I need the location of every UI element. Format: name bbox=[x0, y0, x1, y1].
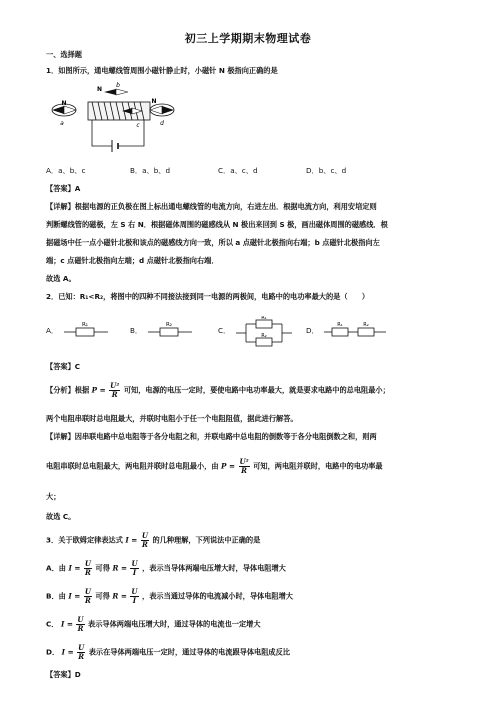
compass-b-label: b bbox=[116, 82, 120, 89]
frac-den: I bbox=[132, 596, 137, 605]
q3-option-d bbox=[46, 644, 456, 661]
formula-eq: = bbox=[228, 461, 235, 471]
compass-d-label: d bbox=[160, 120, 164, 127]
q1-conclusion: 故选 A。 bbox=[46, 274, 76, 283]
q3-b-pre: B．由 bbox=[46, 591, 66, 601]
q3-option-a bbox=[46, 560, 456, 577]
frac-den: R bbox=[241, 466, 247, 475]
formula-u2-over-r bbox=[109, 382, 120, 399]
q2-detail-line-3: 大； bbox=[46, 492, 61, 501]
section-heading: 一、选择题 bbox=[46, 50, 82, 59]
formula-i: I bbox=[125, 535, 129, 545]
q2-d-r2-label: R₂ bbox=[363, 322, 369, 328]
formula-eq: = bbox=[131, 535, 138, 545]
formula-r: R bbox=[112, 563, 119, 573]
q2-detail-2-pre: 电阻串联时总电阻最大，两电阻并联时总电阻最小，由 bbox=[46, 461, 219, 471]
q3-answer: 【答案】D bbox=[46, 670, 81, 679]
formula-eq: = bbox=[67, 647, 74, 657]
formula-u-over-i bbox=[130, 588, 138, 605]
compass-a-icon bbox=[52, 100, 76, 127]
q1-option-a: A．a、b、c bbox=[46, 166, 86, 175]
compass-d-n-label: N bbox=[151, 98, 157, 105]
formula-i: I bbox=[60, 619, 65, 629]
q2-a-r1-label: R₁ bbox=[81, 322, 89, 328]
q2-option-b: B． bbox=[130, 326, 143, 335]
formula-u-over-r bbox=[84, 588, 92, 605]
compass-c-label: c bbox=[136, 122, 140, 129]
q2-option-a: A． bbox=[46, 326, 59, 335]
q3-stem bbox=[46, 532, 456, 549]
frac-den: R bbox=[141, 540, 148, 549]
page-title: 初三上学期期末物理试卷 bbox=[184, 32, 312, 45]
q3-c-post: 表示导体两端电压增大时，通过导体的电流也一定增大 bbox=[88, 619, 261, 629]
q1-detail-line-2: 判断螺线管的磁极，左 S 右 N．根据磁体周围的磁感线从 N 极出来回到 S 极，画出磁体周围的磁感线．根 bbox=[46, 220, 388, 229]
frac-num: U bbox=[141, 531, 148, 540]
q3-a-mid: 可得 bbox=[95, 563, 110, 573]
q2-stem: 2．已知：R₁<R₂，将图中的四种不同接法接到同一电源的两极间，电路中的电功率最大的是（ ） bbox=[46, 292, 370, 301]
q3-d-post: 表示在导体两端电压一定时，通过导体的电流跟导体电阻成反比 bbox=[88, 647, 290, 657]
q1-detail-line-4: 端；c 点磁针北极指向左端；d 点磁针北极指向右端． bbox=[46, 256, 219, 265]
q3-a-post: ，表示当导体两端电压增大时，导体电阻增大 bbox=[142, 563, 286, 573]
formula-u-over-i bbox=[130, 560, 138, 577]
q2-conclusion: 故选 C。 bbox=[46, 512, 76, 521]
q3-option-c bbox=[46, 616, 456, 633]
frac-num: U² bbox=[239, 457, 249, 466]
formula-u-over-r bbox=[141, 532, 149, 549]
q1-detail-line-1: 【详解】根据电源的正负极在图上标出通电螺线管的电流方向，右进左出．根据电流方向，利用安培定则 bbox=[46, 202, 377, 211]
q3-b-post: ，表示当通过导体的电流减小时，导体电阻增大 bbox=[142, 591, 293, 601]
q2-c-r1-label: R₁ bbox=[261, 316, 267, 321]
formula-i: I bbox=[68, 563, 72, 573]
q2-d-r1-label: R₁ bbox=[337, 322, 343, 328]
frac-den: R bbox=[84, 596, 91, 605]
formula-p: P bbox=[91, 385, 98, 395]
formula-u-over-r bbox=[76, 616, 84, 633]
frac-num: U bbox=[131, 559, 138, 568]
q3-stem-post: 的几种理解，下列说法中正确的是 bbox=[152, 535, 261, 545]
q2-analysis-line-1 bbox=[46, 382, 456, 399]
compass-d-icon bbox=[150, 98, 174, 127]
frac-den: R bbox=[85, 568, 91, 577]
formula-eq: = bbox=[99, 385, 106, 395]
solenoid-figure bbox=[48, 80, 178, 160]
q2-option-c: C． bbox=[218, 326, 231, 335]
q3-stem-pre: 3．关于欧姆定律表达式 bbox=[46, 535, 123, 545]
frac-num: U bbox=[84, 587, 91, 596]
q2-analysis-line-2: 两个电阻串联时总电阻最大，并联时电阻小于任一个电阻阻值，据此进行解答。 bbox=[46, 414, 298, 423]
frac-num: U bbox=[131, 587, 138, 596]
formula-i: I bbox=[61, 647, 66, 657]
q2-circuit-d bbox=[324, 320, 386, 340]
compass-a-n-label: N bbox=[61, 100, 67, 107]
frac-num: U bbox=[84, 559, 92, 568]
frac-den: I bbox=[132, 568, 137, 577]
formula-u-over-r bbox=[84, 560, 92, 577]
formula-eq: = bbox=[66, 619, 73, 629]
formula-u2-over-r bbox=[239, 458, 250, 475]
formula-eq: = bbox=[120, 591, 127, 601]
formula-r: R bbox=[112, 591, 119, 601]
compass-b-icon bbox=[97, 82, 128, 95]
q3-option-b bbox=[46, 588, 456, 605]
q3-a-pre: A．由 bbox=[46, 563, 66, 573]
frac-num: U bbox=[78, 643, 85, 652]
q2-detail-line-1: 【详解】因串联电路中总电阻等于各分电阻之和，并联电路中总电阻的倒数等于各分电阻倒数之和，则两 bbox=[46, 432, 377, 441]
q1-stem: 1．如图所示，通电螺线管周围小磁针静止时，小磁针 N 极指向正确的是 bbox=[46, 66, 278, 75]
q1-answer: 【答案】A bbox=[46, 184, 81, 193]
q2-analysis-pre: 【分析】根据 bbox=[46, 385, 90, 395]
q2-circuit-a bbox=[64, 320, 108, 340]
q1-option-d: D．b、c、d bbox=[306, 166, 347, 175]
q2-analysis-post: 可知，电源的电压一定时，要使电路中电功率最大，就是要求电路中的总电阻最小； bbox=[123, 385, 390, 395]
formula-p: P bbox=[221, 461, 227, 471]
q1-option-c: C．a、c、d bbox=[218, 166, 258, 175]
q3-b-mid: 可得 bbox=[95, 591, 110, 601]
q3-d-pre: D． bbox=[46, 647, 60, 657]
frac-num: U bbox=[77, 615, 84, 624]
q2-option-d: D． bbox=[306, 326, 319, 335]
q1-option-b: B．a、b、d bbox=[130, 166, 171, 175]
q2-c-r2-label: R₂ bbox=[261, 333, 267, 339]
q2-b-r2-label: R₂ bbox=[165, 322, 173, 328]
frac-den: R bbox=[78, 652, 85, 661]
q2-circuit-b bbox=[148, 320, 192, 340]
formula-i: I bbox=[68, 591, 72, 601]
frac-den: R bbox=[111, 390, 118, 399]
formula-eq: = bbox=[74, 563, 81, 573]
frac-den: R bbox=[77, 624, 84, 633]
compass-b-n-label: N bbox=[96, 86, 102, 93]
q3-c-pre: C． bbox=[46, 619, 59, 629]
q1-detail-line-3: 据磁场中任一点小磁针北极和该点的磁感线方向一致，所以 a 点磁针北极指向右端；b 点磁针北极指向左 bbox=[46, 238, 380, 247]
formula-eq: = bbox=[120, 563, 127, 573]
formula-u-over-r bbox=[77, 644, 85, 661]
q2-detail-2-post: 可知，两电阻并联时，电路中的电功率最 bbox=[253, 461, 383, 471]
formula-eq: = bbox=[74, 591, 81, 601]
compass-a-label: a bbox=[60, 120, 64, 127]
q2-detail-line-2 bbox=[46, 458, 456, 475]
frac-num: U² bbox=[110, 381, 120, 390]
q2-answer: 【答案】C bbox=[46, 362, 81, 371]
q2-circuit-c bbox=[236, 316, 292, 352]
